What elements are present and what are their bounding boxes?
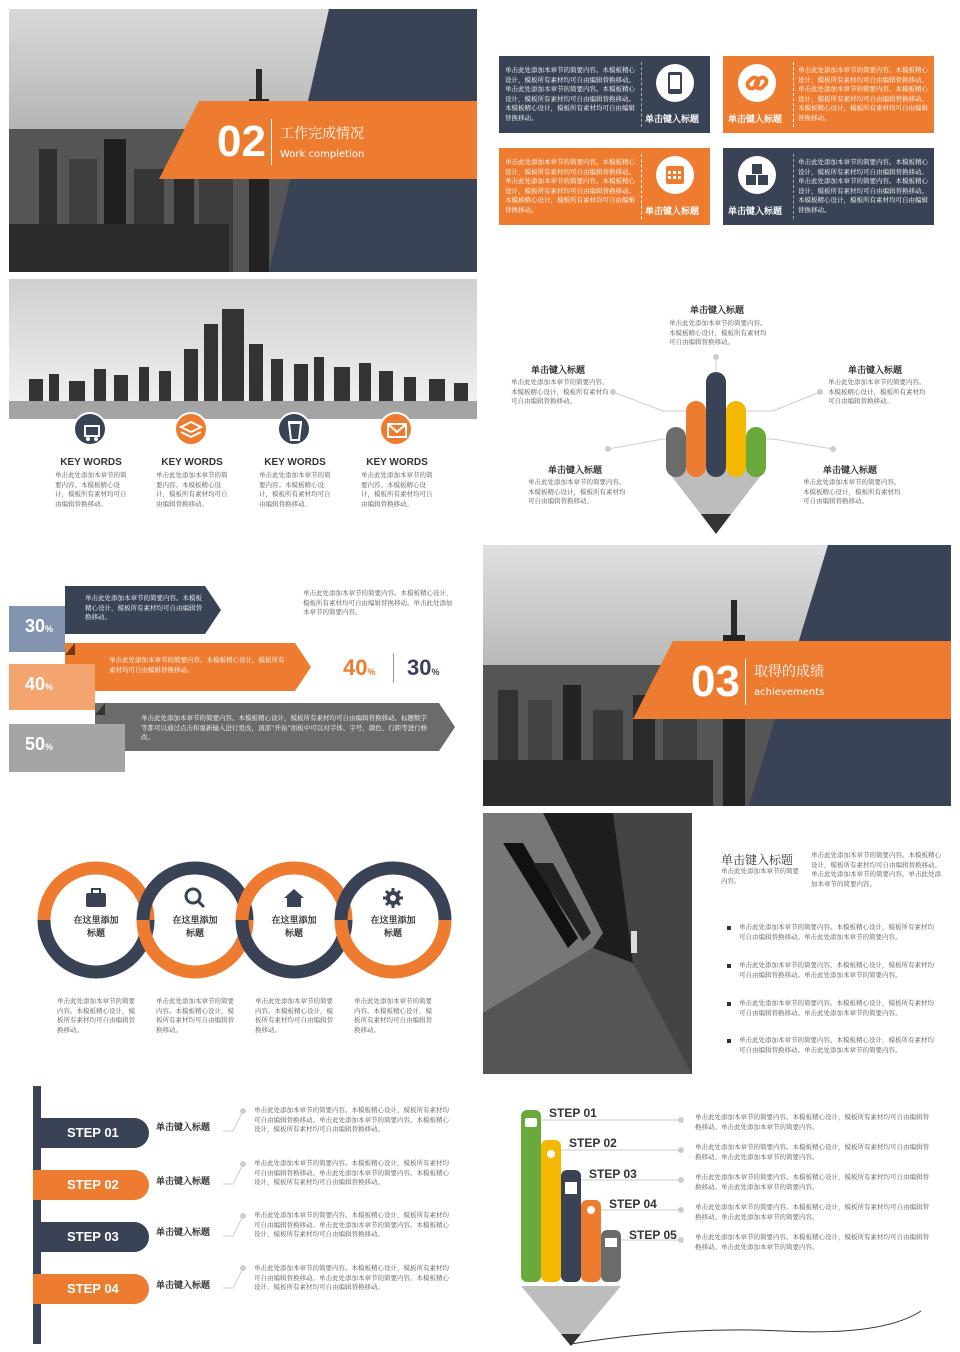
pencil-bar-gray bbox=[666, 427, 686, 477]
pencil-bar-navy bbox=[706, 372, 726, 477]
stat-divider bbox=[393, 653, 394, 683]
step-badge-1: STEP 01 bbox=[33, 1118, 149, 1148]
skyline-photo bbox=[9, 279, 477, 419]
step-badge-2: STEP 02 bbox=[33, 1170, 149, 1200]
bullet-4 bbox=[729, 1036, 934, 1055]
pencil-bar-yellow bbox=[726, 401, 746, 477]
left-top-title: 单击键入标题 bbox=[531, 366, 586, 376]
slide-four-cards bbox=[483, 9, 951, 272]
key-word-text: 单击此处添加本章节的简要内容。本模板精心设计，模板所有素材均可自由编辑替换移动。 bbox=[55, 471, 127, 508]
step-title-2: 单击键入标题 bbox=[156, 1177, 211, 1187]
cart-icon bbox=[605, 1238, 617, 1247]
pencil-step-label-1: STEP 01 bbox=[549, 1106, 597, 1120]
section-subtitle: achievements bbox=[754, 687, 825, 698]
pencil-step-text-2: 单击此处添加本章节的简要内容。本模板精心设计，模板所有素材均可自由编辑替换移动。单击此处添加本章节的简要内容。 bbox=[695, 1143, 929, 1161]
bullet-1 bbox=[729, 923, 934, 942]
left-bottom-title: 单击键入标题 bbox=[548, 466, 603, 476]
pencil-step-text-5: 单击此处添加本章节的简要内容。本模板精心设计，模板所有素材均可自由编辑替换移动。单击此处添加本章节的简要内容。 bbox=[695, 1233, 929, 1251]
ring-label: 标题 bbox=[383, 929, 402, 939]
pencil-step-text-1: 单击此处添加本章节的简要内容。本模板精心设计，模板所有素材均可自由编辑替换移动。单击此处添加本章节的简要内容。 bbox=[695, 1113, 929, 1131]
card-text: 单击此处添加本章节的简要内容。本模板精心设计，模板所有素材均可自由编辑替换移动。单击此处添加本章节的简要内容。本模板精心设计，模板所有素材均可自由编辑替换移动。本模板精心设计，模板所有素材均可自由编辑替换移动。 bbox=[798, 158, 928, 214]
bullet-2 bbox=[729, 961, 934, 980]
pct-value: 30 bbox=[25, 616, 46, 636]
share-icon bbox=[547, 1150, 555, 1158]
home-icon bbox=[282, 887, 306, 909]
card-text: 单击此处添加本章节的简要内容。本模板精心设计，模板所有素材均可自由编辑替换移动。单击此处添加本章节的简要内容。本模板精心设计，模板所有素材均可自由编辑替换移动。本模板精心设计，模板所有素材均可自由编辑替换移动。 bbox=[505, 66, 635, 122]
key-word-title: KEY WORDS bbox=[366, 457, 428, 468]
arrow-1-text: 单击此处添加本章节的简要内容。本模板精心设计，模板所有素材均可自由编辑替换移动。 bbox=[85, 594, 202, 621]
step-badge-3: STEP 03 bbox=[33, 1222, 149, 1252]
pct-unit: % bbox=[45, 742, 54, 752]
cart-icon bbox=[73, 412, 107, 446]
step-title-1: 单击键入标题 bbox=[156, 1123, 211, 1133]
card-heading: 单击键入标题 bbox=[728, 115, 783, 125]
slide-section-02 bbox=[9, 9, 477, 272]
ring-label: 在这里添加 bbox=[271, 916, 317, 926]
card-heading: 单击键入标题 bbox=[645, 115, 700, 125]
divider bbox=[271, 119, 272, 165]
slide-pencil-diagram bbox=[483, 279, 951, 542]
slide-percentages bbox=[9, 549, 477, 812]
stat-unit: % bbox=[431, 667, 440, 677]
slide-key-words bbox=[9, 279, 477, 542]
briefcase-icon bbox=[84, 887, 108, 909]
ring-item-3 bbox=[247, 887, 341, 939]
card-2 bbox=[723, 56, 934, 133]
arrow-3-text: 单击此处添加本章节的简要内容。本模板精心设计，模板所有素材均可自由编辑替换移动。标题数字等都可以通过点击和重新输入进行更改，顶部“开始”面板中可以对字体、字号、颜色、行距等进行修改。 bbox=[141, 714, 428, 741]
gear-icon bbox=[381, 887, 405, 909]
right-bottom-text: 单击此处添加本章节的简要内容。本模板精心设计，模板所有素材均可自由编辑替换移动。 bbox=[803, 478, 901, 505]
key-word-text: 单击此处添加本章节的简要内容。本模板精心设计，模板所有素材均可自由编辑替换移动。 bbox=[259, 471, 331, 508]
pct-box-40 bbox=[9, 664, 95, 710]
cubes-icon bbox=[738, 156, 776, 194]
slide-corridor bbox=[483, 813, 951, 1076]
pencil-step-label-5: STEP 05 bbox=[629, 1228, 677, 1242]
intro: 单击此处添加本章节的简要内容。本模板精心设计，模板所有素材均可自由编辑替换移动。单击此处添加本章节的简要内容。单击此处添加本章节的简要内容。 bbox=[811, 851, 941, 888]
key-word-text: 单击此处添加本章节的简要内容。本模板精心设计，模板所有素材均可自由编辑替换移动。 bbox=[156, 471, 228, 508]
arrow-2-text: 单击此处添加本章节的简要内容。本模板精心设计，模板所有素材均可自由编辑替换移动。 bbox=[109, 656, 285, 674]
section-subtitle: Work completion bbox=[280, 149, 365, 160]
right-top-text: 单击此处添加本章节的简要内容。本模板精心设计，模板所有素材均可自由编辑替换移动。 bbox=[828, 378, 926, 405]
pencil-bar-green bbox=[746, 427, 766, 477]
corridor-photo bbox=[483, 813, 692, 1074]
divider bbox=[745, 659, 746, 705]
card-heading: 单击键入标题 bbox=[645, 207, 700, 217]
card-heading: 单击键入标题 bbox=[728, 207, 783, 217]
bullet-text: 单击此处添加本章节的简要内容。本模板精心设计，模板所有素材均可自由编辑替换移动。单击此处添加本章节的简要内容。 bbox=[739, 961, 934, 979]
ring-text-2: 单击此处添加本章节的简要内容。本模板精心设计，模板所有素材均可自由编辑替换移动。 bbox=[156, 997, 234, 1034]
pencil-step-label-4: STEP 04 bbox=[609, 1197, 657, 1211]
pct-value: 40 bbox=[25, 674, 46, 694]
ring-text-3: 单击此处添加本章节的简要内容。本模板精心设计，模板所有素材均可自由编辑替换移动。 bbox=[255, 997, 333, 1034]
right-text: 单击此处添加本章节的简要内容。本模板精心设计，模板所有素材均可自由编辑替换移动。单击此处添加本章节的简要内容。 bbox=[303, 589, 453, 616]
chat-icon bbox=[525, 1118, 537, 1127]
ring-item-1 bbox=[49, 887, 143, 939]
ring-item-4 bbox=[346, 887, 440, 939]
bullet-text: 单击此处添加本章节的简要内容。本模板精心设计，模板所有素材均可自由编辑替换移动。单击此处添加本章节的简要内容。 bbox=[739, 923, 934, 941]
card-4 bbox=[723, 148, 934, 225]
stat-value: 30 bbox=[407, 655, 432, 680]
calendar-icon bbox=[656, 156, 694, 194]
pencil-step-bar-5 bbox=[601, 1230, 621, 1282]
card-1 bbox=[499, 56, 710, 133]
rings bbox=[9, 819, 477, 1082]
pencil-step-label-2: STEP 02 bbox=[569, 1136, 617, 1150]
heading: 单击键入标题 bbox=[721, 853, 794, 867]
stat-40 bbox=[343, 655, 376, 681]
pencil-step-bar-1 bbox=[521, 1110, 541, 1282]
cup-icon bbox=[277, 412, 311, 446]
right-top-title: 单击键入标题 bbox=[848, 366, 903, 376]
bullet-3 bbox=[729, 999, 934, 1018]
sub: 单击此处添加本章节的简要内容。 bbox=[721, 867, 799, 885]
bullet-text: 单击此处添加本章节的简要内容。本模板精心设计，模板所有素材均可自由编辑替换移动。单击此处添加本章节的简要内容。 bbox=[739, 1036, 934, 1054]
section-number: 03 bbox=[691, 657, 740, 706]
puzzle-icon bbox=[565, 1182, 577, 1194]
slide-section-03 bbox=[483, 545, 951, 806]
slide-pencil-steps bbox=[483, 1086, 951, 1348]
card-text: 单击此处添加本章节的简要内容。本模板精心设计，模板所有素材均可自由编辑替换移动。单击此处添加本章节的简要内容。本模板精心设计，模板所有素材均可自由编辑替换移动。本模板精心设计，模板所有素材均可自由编辑替换移动。 bbox=[798, 66, 928, 122]
pencil-step-text-3: 单击此处添加本章节的简要内容。本模板精心设计，模板所有素材均可自由编辑替换移动。单击此处添加本章节的简要内容。 bbox=[695, 1173, 929, 1191]
step-text-1: 单击此处添加本章节的简要内容。本模板精心设计，模板所有素材均可自由编辑替换移动。单击此处添加本章节的简要内容。本模板精心设计，模板所有素材均可自由编辑替换移动。 bbox=[254, 1106, 449, 1133]
left-top-text: 单击此处添加本章节的简要内容。本模板精心设计，模板所有素材均可自由编辑替换移动。 bbox=[511, 378, 609, 405]
link-icon bbox=[738, 64, 776, 102]
pct-unit: % bbox=[45, 624, 54, 634]
search-icon bbox=[183, 887, 207, 909]
pct-unit: % bbox=[45, 682, 54, 692]
ring-label: 在这里添加 bbox=[73, 916, 119, 926]
key-word-title: KEY WORDS bbox=[161, 457, 223, 468]
bullet-text: 单击此处添加本章节的简要内容。本模板精心设计，模板所有素材均可自由编辑替换移动。单击此处添加本章节的简要内容。 bbox=[739, 999, 934, 1017]
person-icon bbox=[587, 1206, 595, 1214]
card-3 bbox=[499, 148, 710, 225]
ring-label: 在这里添加 bbox=[370, 916, 416, 926]
pencil-step-bar-2 bbox=[541, 1140, 561, 1282]
left-bottom-text: 单击此处添加本章节的简要内容。本模板精心设计，模板所有素材均可自由编辑替换移动。 bbox=[528, 478, 626, 505]
pct-box-30 bbox=[9, 606, 65, 652]
step-title-4: 单击键入标题 bbox=[156, 1281, 211, 1291]
card-text: 单击此处添加本章节的简要内容。本模板精心设计，模板所有素材均可自由编辑替换移动。单击此处添加本章节的简要内容。本模板精心设计，模板所有素材均可自由编辑替换移动。本模板精心设计，模板所有素材均可自由编辑替换移动。 bbox=[505, 158, 635, 214]
section-title: 工作完成情况 bbox=[280, 126, 364, 142]
ring-label: 标题 bbox=[284, 929, 303, 939]
top-text: 单击此处添加本章节的简要内容。本模板精心设计，模板所有素材均可自由编辑替换移动。 bbox=[669, 319, 767, 346]
pencil-step-text-4: 单击此处添加本章节的简要内容。本模板精心设计，模板所有素材均可自由编辑替换移动。单击此处添加本章节的简要内容。 bbox=[695, 1203, 929, 1221]
key-word-title: KEY WORDS bbox=[264, 457, 326, 468]
step-badge-4: STEP 04 bbox=[33, 1274, 149, 1304]
step-text-2: 单击此处添加本章节的简要内容。本模板精心设计，模板所有素材均可自由编辑替换移动。单击此处添加本章节的简要内容。本模板精心设计，模板所有素材均可自由编辑替换移动。 bbox=[254, 1159, 449, 1186]
step-connectors bbox=[223, 1086, 253, 1344]
pencil-bar-orange bbox=[686, 401, 706, 477]
pct-box-50 bbox=[9, 724, 125, 772]
section-number: 02 bbox=[217, 117, 266, 166]
ring-label: 在这里添加 bbox=[172, 916, 218, 926]
ring-text-1: 单击此处添加本章节的简要内容。本模板精心设计，模板所有素材均可自由编辑替换移动。 bbox=[57, 997, 135, 1034]
right-bottom-title: 单击键入标题 bbox=[823, 466, 878, 476]
stat-30 bbox=[407, 655, 440, 681]
key-word-title: KEY WORDS bbox=[60, 457, 122, 468]
top-title: 单击键入标题 bbox=[689, 306, 744, 316]
slide-steps-list bbox=[9, 1086, 477, 1344]
key-word-text: 单击此处添加本章节的简要内容。本模板精心设计，模板所有素材均可自由编辑替换移动。 bbox=[361, 471, 433, 508]
stat-value: 40 bbox=[343, 655, 368, 680]
slide-four-rings bbox=[9, 819, 477, 1082]
ring-item-2 bbox=[148, 887, 242, 939]
pct-value: 50 bbox=[25, 734, 46, 754]
mail-icon bbox=[379, 412, 413, 446]
step-text-3: 单击此处添加本章节的简要内容。本模板精心设计，模板所有素材均可自由编辑替换移动。单击此处添加本章节的简要内容。本模板精心设计，模板所有素材均可自由编辑替换移动。 bbox=[254, 1211, 449, 1238]
ring-text-4: 单击此处添加本章节的简要内容。本模板精心设计，模板所有素材均可自由编辑替换移动。 bbox=[354, 997, 432, 1034]
ring-label: 标题 bbox=[86, 929, 105, 939]
ring-label: 标题 bbox=[185, 929, 204, 939]
section-title: 取得的成绩 bbox=[754, 664, 824, 680]
stat-unit: % bbox=[367, 667, 376, 677]
step-title-3: 单击键入标题 bbox=[156, 1228, 211, 1238]
layers-icon bbox=[174, 412, 208, 446]
mobile-icon bbox=[656, 64, 694, 102]
step-text-4: 单击此处添加本章节的简要内容。本模板精心设计，模板所有素材均可自由编辑替换移动。单击此处添加本章节的简要内容。本模板精心设计，模板所有素材均可自由编辑替换移动。 bbox=[254, 1264, 449, 1291]
pencil-step-label-3: STEP 03 bbox=[589, 1167, 637, 1181]
